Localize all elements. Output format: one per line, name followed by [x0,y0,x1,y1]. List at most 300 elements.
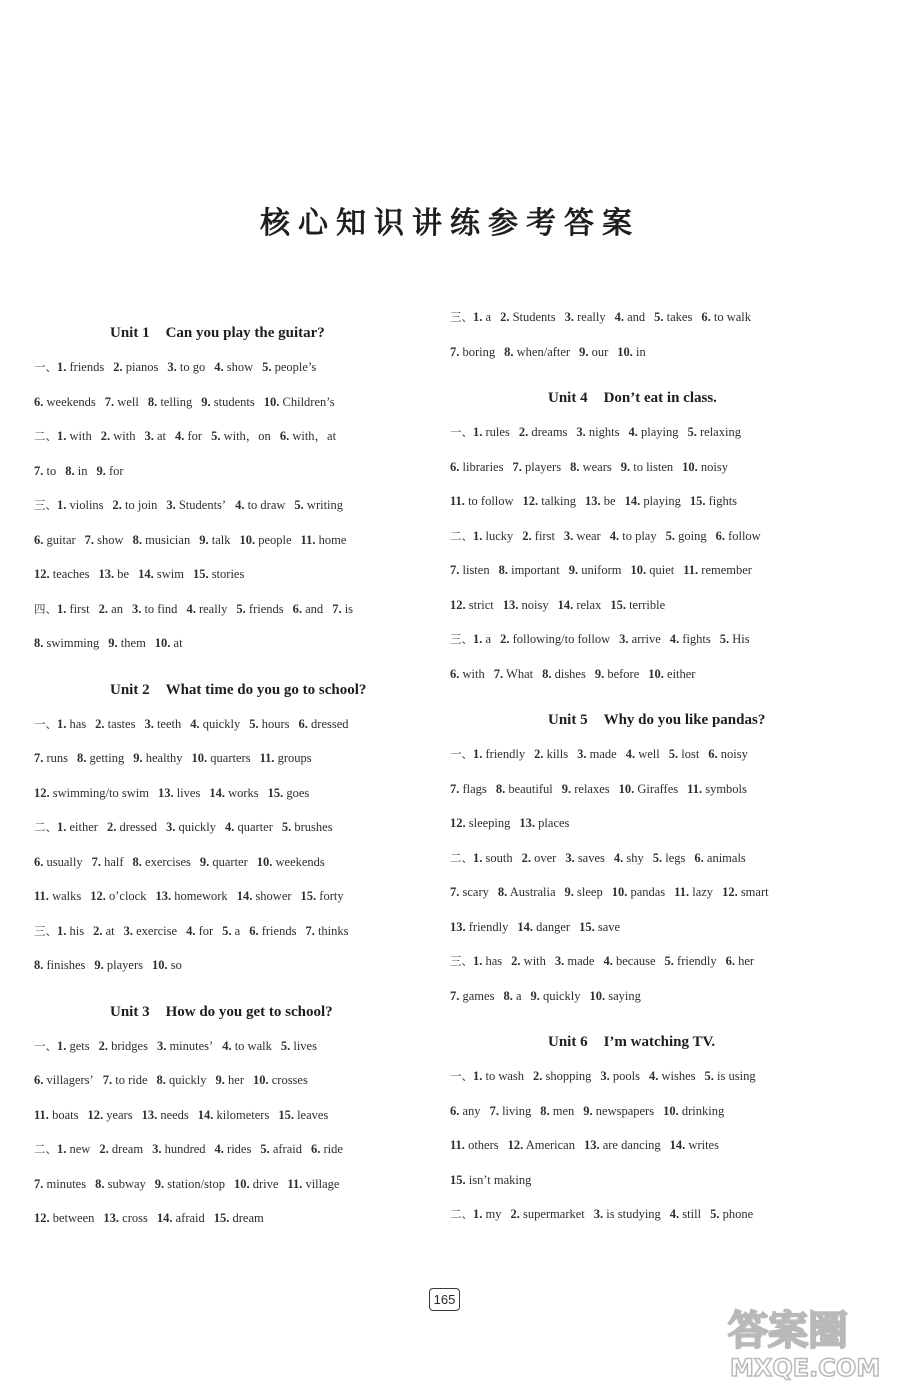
answer-text: in [636,344,646,359]
answer-number: 4. [235,498,245,512]
answer-line [34,1132,424,1167]
answer-text: places [538,816,570,830]
section-marker: 三、 [450,954,473,968]
answer-number: 8. [156,1073,166,1087]
answer-number: 10. [263,394,280,409]
answer-number: 12. [450,816,466,830]
answer-number: 10. [663,1103,679,1118]
answer-line [34,523,424,558]
answer-number: 11. [34,889,49,903]
answer-text: at [173,636,183,650]
answer-number: 9. [96,463,106,478]
answer-text: people [258,532,292,547]
answer-text: wears [582,459,612,474]
answer-number: 4. [603,954,613,968]
answer-text: animals [706,850,746,865]
answer-number: 11. [674,885,690,899]
answer-number: 6. [701,310,711,324]
answer-number: 13. [98,567,115,581]
unit-heading [34,316,424,350]
answer-text: well [638,747,660,761]
answer-text: to [46,463,57,478]
answer-number: 7. [84,532,95,547]
unit-title: What time do you go to school? [165,681,367,698]
answer-line [34,488,424,523]
answer-line [34,948,424,983]
answer-text: symbols [705,781,747,796]
answer-text: lives [176,785,201,800]
answer-text: with [113,429,136,443]
answer-number: 3. [144,429,154,443]
answer-text: hundred [164,1142,206,1156]
answer-line [450,875,850,910]
answer-text: afraid [272,1142,302,1156]
answer-text: shy [626,850,644,865]
answer-text: stories [211,567,245,581]
answer-text: crosses [271,1073,308,1087]
answer-text: needs [160,1107,189,1122]
answer-line [450,737,850,772]
answer-number: 4. [175,429,185,443]
answer-text: fights [682,632,711,646]
answer-number: 11. [287,1176,303,1191]
answer-text: uniform [581,563,622,577]
answer-number: 8. [65,463,75,478]
answer-number: 7. [512,459,522,474]
answer-text: really [198,601,228,616]
answer-text: to play [622,528,657,543]
answer-text: made [567,954,595,968]
answer-number: 10. [154,636,171,650]
answer-number: 14. [517,919,533,934]
answer-number: 3. [593,1207,604,1221]
answer-text: half [104,854,124,869]
answer-text: quarters [210,751,251,765]
answer-text: to walk [234,1038,272,1053]
answer-text: exercise [136,923,178,938]
answer-text: for [187,429,203,443]
answer-text: nights [588,425,620,439]
answer-number: 4. [186,601,196,616]
answer-number: 2. [518,425,529,439]
answer-text: and [305,601,324,616]
answer-text: exercises [145,854,191,869]
answer-number: 1. [473,632,483,646]
answer-number: 6. [34,1073,44,1087]
answer-text: noisy [720,747,748,761]
answer-number: 9. [579,344,589,359]
answer-text: a [485,310,492,324]
answer-number: 5. [236,601,246,616]
answer-number: 2. [100,429,111,443]
answer-text: teeth [156,716,182,731]
answer-text: quickly [169,1073,207,1087]
answer-number: 14. [669,1138,686,1152]
answer-text: noisy [700,459,729,474]
answer-number: 6. [34,532,44,547]
answer-text: quiet [649,563,675,577]
answer-text: people’s [274,360,317,374]
answer-number: 4. [669,632,680,646]
answer-text: His [732,632,750,646]
answer-text: with [523,954,546,968]
answer-text: a [234,923,241,938]
answer-number: 2. [95,716,105,731]
answer-number: 15. [689,494,706,508]
answer-text: teaches [52,567,90,581]
answer-number: 3. [166,498,176,512]
section-marker: 一、 [34,360,57,374]
answer-text: home [318,532,347,547]
answer-line [450,1094,850,1129]
answer-text: minutes [46,1176,87,1191]
answer-number: 7. [102,1073,113,1087]
answer-text: first [534,528,555,543]
answer-text: first [69,601,90,616]
unit-title: Why do you like pandas? [603,712,766,728]
answer-text: writing [306,498,344,512]
answer-text: runs [46,751,69,765]
answer-line [34,385,424,420]
answer-number: 2. [511,954,521,968]
answer-text: libraries [462,459,504,474]
answer-number: 15. [213,1211,230,1225]
answer-text: rules [485,425,510,439]
answer-text: over [534,850,557,865]
section-marker: 四、 [34,601,57,616]
answer-number: 5. [652,850,663,865]
answer-text: thinks [317,923,349,938]
answer-number: 9. [583,1103,593,1118]
answer-number: 15. [610,597,626,612]
answer-number: 7. [34,1176,44,1191]
answer-number: 8. [34,636,44,650]
answer-number: 10. [611,885,628,899]
answer-number: 1. [57,923,67,938]
answer-number: 5. [211,429,221,443]
unit-number: Unit 4 [548,390,588,406]
answer-text: students [213,394,255,409]
answer-number: 3. [563,528,574,543]
answer-text: south [485,850,513,865]
answer-number: 9. [108,636,118,650]
answer-line [450,300,850,335]
answer-number: 4. [628,425,638,439]
answer-text: writes [688,1138,719,1152]
answer-text: for [108,463,124,478]
answer-number: 4. [669,1207,680,1221]
section-marker: 三、 [34,498,57,512]
answer-text: new [69,1142,91,1156]
answer-text: works [228,785,259,800]
answer-number: 14. [197,1107,214,1122]
answer-text: to draw [247,498,286,512]
unit-heading [450,703,850,737]
answer-text: are dancing [602,1138,661,1152]
answer-text: lucky [485,528,514,543]
answer-line [450,519,850,554]
answer-line [34,741,424,776]
answer-number: 1. [473,747,483,761]
answer-text: Giraffes [637,781,679,796]
answer-number: 1. [473,954,483,968]
answer-text: pandas [630,885,666,899]
answer-text: saying [608,988,641,1003]
answer-text: afraid [175,1211,205,1225]
answer-text: relaxes [574,781,610,796]
section-marker: 二、 [450,850,473,865]
answer-line [34,1167,424,1202]
unit-heading [450,1025,850,1059]
answer-number: 11. [687,781,703,796]
answer-text: What [506,666,534,681]
answer-text: remember [701,563,752,577]
answer-number: 5. [222,923,232,938]
answer-number: 6. [292,601,302,616]
answer-number: 9. [201,394,211,409]
answer-number: 1. [57,429,67,443]
answer-text: bridges [111,1038,148,1053]
answer-text: show [226,360,254,374]
answer-number: 9. [561,781,572,796]
answer-number: 3. [156,1038,167,1053]
answer-text: following/to follow [512,632,611,646]
answer-number: 10. [233,1176,250,1191]
answer-number: 8. [503,988,513,1003]
answer-text: Australia [509,885,556,899]
answer-text: important [511,563,560,577]
answer-text: lazy [692,885,714,899]
answer-number: 6. [34,394,44,409]
answer-text: is using [717,1069,756,1083]
answer-text: violins [69,498,104,512]
answer-line [34,626,424,661]
answer-text: when/after [516,344,571,359]
unit-title: Can you play the guitar? [165,325,325,341]
answer-number: 12. [507,1138,524,1152]
answer-text: quickly [178,820,216,834]
answer-text: going [678,528,707,543]
answer-text: dream [111,1142,144,1156]
answer-number: 1. [473,528,483,543]
answer-number: 9. [530,988,540,1003]
answer-text: legs [665,850,686,865]
answer-number: 7. [450,988,460,1003]
answer-number: 3. [577,747,587,761]
unit-number: Unit 2 [110,681,150,698]
answer-text: pools [612,1069,640,1083]
answer-text: before [607,666,640,681]
answer-number: 10. [630,563,647,577]
answer-text: be [117,567,130,581]
answer-number: 14. [156,1211,173,1225]
answer-text: swimming/to swim [52,785,149,800]
unit-heading [34,995,424,1029]
answer-number: 10. [618,781,635,796]
answer-number: 9. [564,885,574,899]
answer-text: strict [468,597,494,612]
section-marker: 二、 [34,820,57,834]
answer-text: a [485,632,492,646]
answer-line [450,657,850,692]
section-marker: 一、 [450,1069,473,1083]
answer-text: her [228,1073,244,1087]
answer-text: has [485,954,503,968]
page-number: 165 [429,1288,460,1311]
answer-number: 9. [594,666,605,681]
answer-text: walks [52,889,82,903]
answer-number: 15. [192,567,209,581]
answer-number: 6. [450,666,460,681]
answer-text: so [170,958,182,972]
answer-number: 6. [715,528,725,543]
answer-text: smart [740,885,769,899]
answer-number: 3. [554,954,565,968]
answer-text: minutes’ [169,1038,214,1053]
answer-number: 14. [138,567,154,581]
answer-text: swim [156,567,184,581]
answer-text: lives [293,1038,317,1053]
answer-number: 12. [722,885,738,899]
answer-number: 11. [259,751,275,765]
answer-text: and [627,310,646,324]
answer-number: 7. [34,751,44,765]
answer-text: dressed [311,716,349,731]
answer-number: 4. [625,747,636,761]
answer-text: wishes [661,1069,696,1083]
answer-number: 1. [57,820,67,834]
answer-number: 7. [489,1103,499,1118]
answer-text: weekends [275,854,325,869]
answer-number: 2. [99,1142,109,1156]
answer-number: 1. [57,1142,67,1156]
watermark-logo [722,1300,892,1382]
answer-number: 15. [450,1172,466,1187]
answer-text: weekends [46,394,96,409]
answer-number: 10. [589,988,606,1003]
section-marker: 二、 [450,1207,473,1221]
answer-text: playing [640,425,679,439]
answer-number: 5. [294,498,304,512]
answer-line [34,1098,424,1133]
answer-line [34,810,424,845]
unit-number: Unit 5 [548,712,588,728]
answer-number: 13. [502,597,519,612]
answer-text: in [77,463,88,478]
answer-text: finishes [46,958,86,972]
answer-number: 13. [157,785,174,800]
answer-number: 4. [186,923,196,938]
answer-number: 14. [236,889,253,903]
answer-number: 10. [191,751,208,765]
answer-text: pianos [125,360,159,374]
answer-number: 9. [215,1073,225,1087]
answer-number: 12. [90,889,106,903]
answer-number: 7. [332,601,342,616]
answer-number: 10. [682,459,698,474]
answer-number: 4. [614,310,624,324]
answer-text: station/stop [167,1176,225,1191]
answer-number: 14. [209,785,225,800]
unit-title: I’m watching TV. [603,1034,716,1050]
answer-number: 12. [522,494,539,508]
answer-text: homework [174,889,228,903]
answer-text: villagers’ [46,1073,94,1087]
answer-number: 5. [260,1142,270,1156]
answer-number: 4. [648,1069,659,1083]
answer-number: 2. [500,310,510,324]
answer-number: 2. [98,1038,109,1053]
answer-number: 9. [154,1176,165,1191]
answer-number: 6. [279,429,290,443]
answer-number: 5. [280,1038,291,1053]
answer-number: 2. [500,632,510,646]
answer-number: 8. [132,854,142,869]
answer-number: 3. [165,820,176,834]
answer-text: playing [643,494,681,508]
answer-number: 4. [609,528,620,543]
answer-text: kilometers [216,1107,270,1122]
answer-text: Students [512,310,556,324]
answer-number: 3. [576,425,586,439]
answer-line [34,557,424,592]
section-marker: 一、 [34,716,57,731]
answer-number: 10. [152,958,168,972]
answer-number: 8. [498,563,508,577]
answer-number: 10. [239,532,256,547]
answer-number: 4. [222,1038,232,1053]
answer-text: living [502,1103,532,1118]
answer-text: dishes [554,666,586,681]
answer-text: gets [69,1038,90,1053]
answer-line [450,1128,850,1163]
answer-text: newspapers [595,1103,655,1118]
answer-text: has [69,716,87,731]
answer-text: years [106,1107,133,1122]
answer-number: 8. [540,1103,550,1118]
answer-text: hours [261,716,290,731]
answer-text: kills [546,747,569,761]
answer-text: at [105,923,115,938]
answer-text: ride [323,1142,343,1156]
answer-number: 6. [450,1103,460,1118]
section-marker: 二、 [450,528,473,543]
answer-text: my [485,1207,502,1221]
answer-number: 3. [565,850,575,865]
answer-line [34,879,424,914]
answer-number: 4. [214,1142,224,1156]
answer-number: 2. [98,601,109,616]
answer-text: dreams [531,425,568,439]
answer-text: either [69,820,98,834]
answer-number: 7. [91,854,101,869]
answer-text: lost [681,747,700,761]
answer-number: 12. [450,597,466,612]
answer-text: between [52,1211,95,1225]
answer-line [450,944,850,979]
answer-number: 8. [132,532,142,547]
answer-line [450,806,850,841]
answer-number: 1. [473,310,483,324]
answer-line [450,1163,850,1198]
answer-text: is studying [606,1207,661,1221]
answer-number: 12. [34,785,50,800]
answer-number: 7. [493,666,504,681]
answer-number: 2. [112,498,122,512]
answer-line [450,622,850,657]
answer-number: 10. [617,344,633,359]
answer-text: still [682,1207,702,1221]
